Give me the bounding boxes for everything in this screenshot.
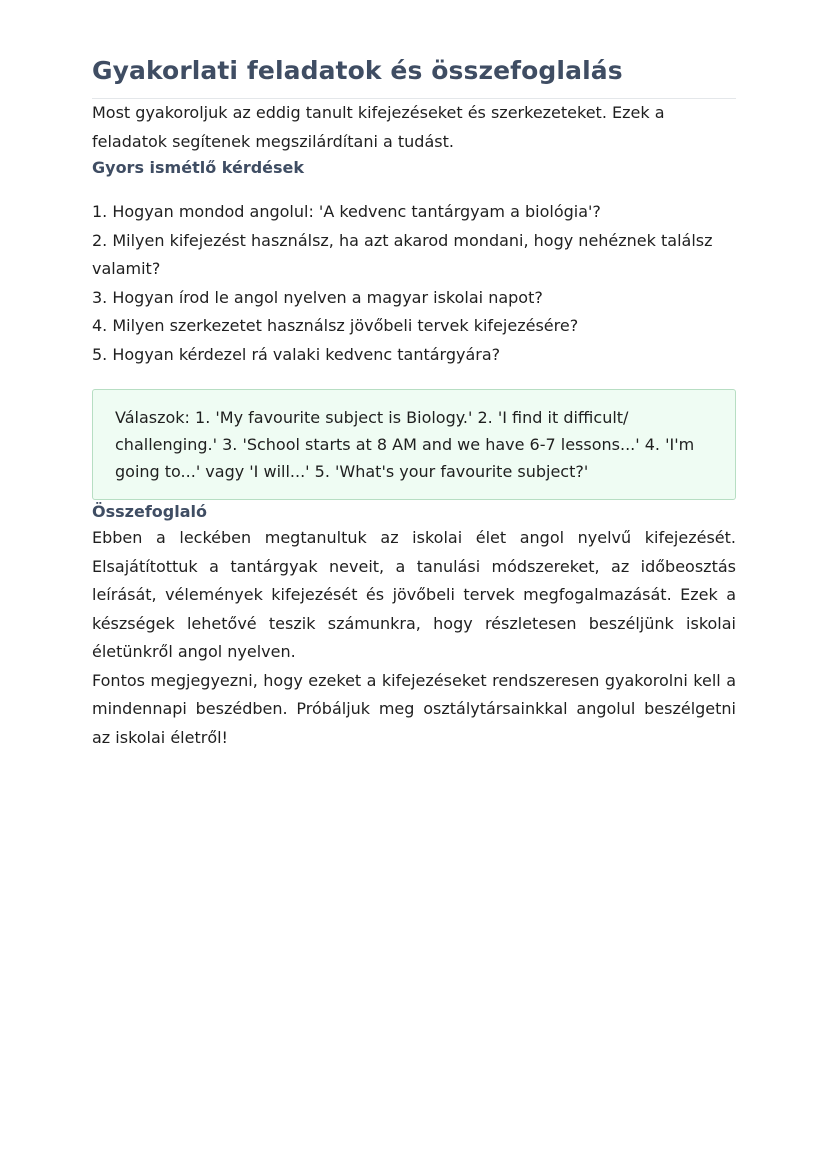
question-item: 4. Milyen szerkezetet használsz jövőbeli tervek kifejezésére? (92, 316, 579, 335)
page-title: Gyakorlati feladatok és összefoglalás (92, 56, 623, 85)
answers-box (92, 389, 736, 500)
answers-text: Válaszok: 1. 'My favourite subject is Biology.' 2. 'I find it difficult/ challenging.' 3. 'School starts at 8 AM and we have 6-7 lessons...' 4. 'I'm going to...' vagy 'I will...' 5. 'What's your favourite subject?' (115, 408, 695, 481)
question-item: 3. Hogyan írod le angol nyelven a magyar iskolai napot? (92, 287, 543, 307)
question-item: 2. Milyen kifejezést használsz, ha azt akarod mondani, hogy nehéznek találsz valamit? (92, 230, 713, 278)
quick-review-heading: Gyors ismétlő kérdések (92, 158, 305, 177)
question-list (92, 198, 736, 369)
summary-heading: Összefoglaló (92, 502, 207, 521)
question-item: 5. Hogyan kérdezel rá valaki kedvenc tantárgyára? (92, 344, 501, 364)
summary-paragraph-2: Fontos megjegyezni, hogy ezeket a kifejezéseket rendszeresen gyakorolni kell a mindennapi beszédben. Próbáljuk meg osztálytársainkkal angolul beszélgetni az iskolai életről! (92, 670, 736, 747)
question-item: 1. Hogyan mondod angolul: 'A kedvenc tantárgyam a biológia'? (92, 202, 601, 221)
intro-paragraph: Most gyakoroljuk az eddig tanult kifejezéseket és szerkezeteket. Ezek a feladatok segítenek megszilárdítani a tudást. (92, 103, 665, 151)
summary-paragraph-1: Ebben a leckében megtanultuk az iskolai élet angol nyelvű kifejezését. Elsajátítottuk a tantárgyak neveit, a tanulási módszereket, az időbeosztás leírását, vélemények kifejezését és jövőbeli tervek megfogalmazását. Ezek a készségek lehetővé teszik számunkra, hogy részletesen beszéljünk iskolai életünkről angol nyelven. (92, 528, 736, 661)
